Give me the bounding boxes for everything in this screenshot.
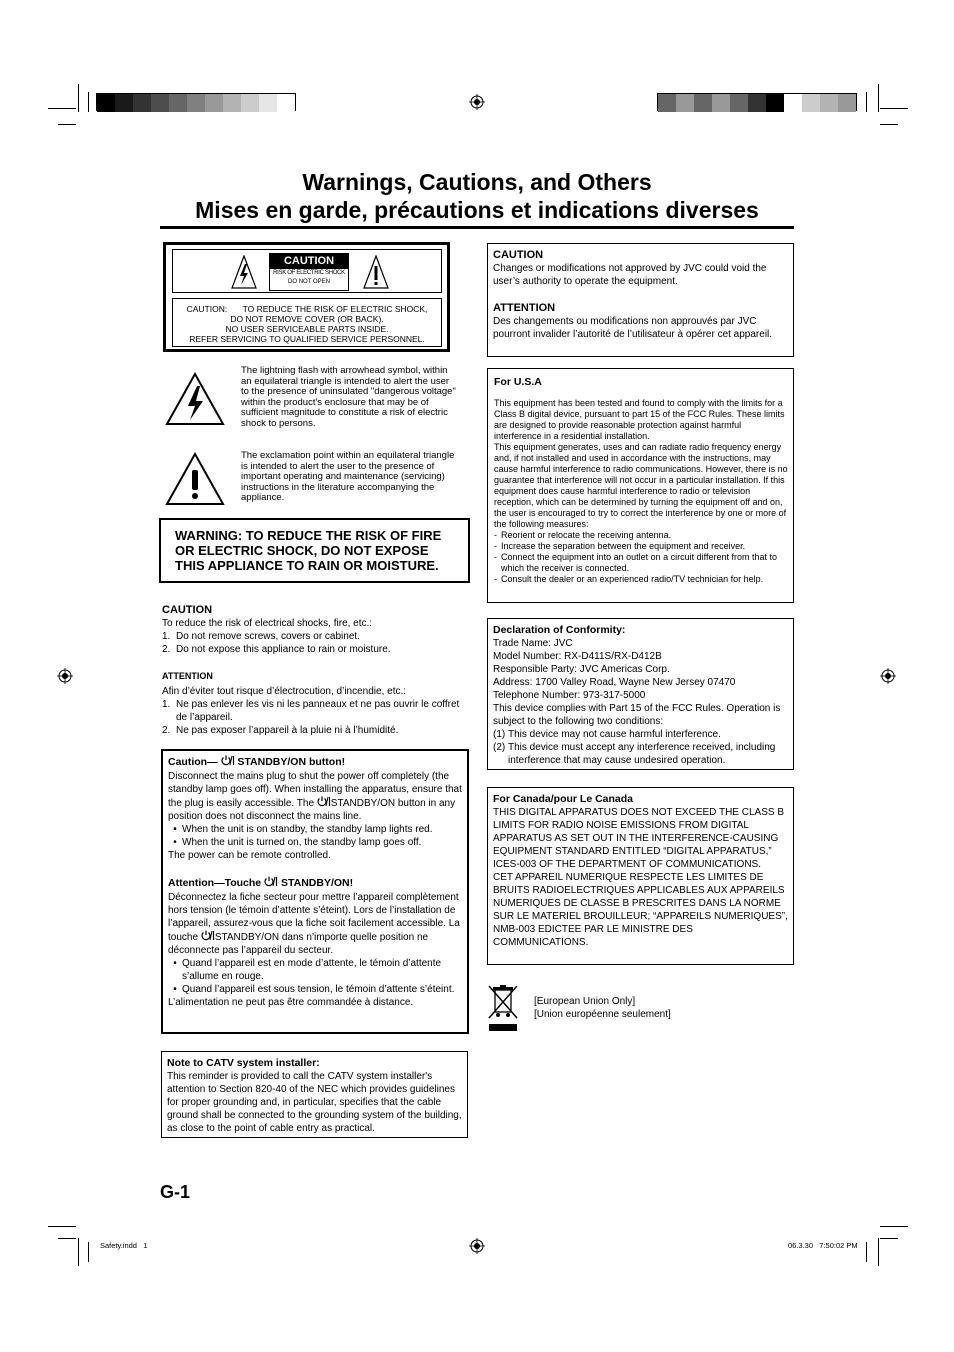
color-swatch	[241, 94, 259, 112]
color-swatch	[802, 94, 820, 112]
catv-text: This reminder is provided to call the CATV system installer's attention to Section 820-40 of the NEC which provides guidelines for proper grounding and, in particular, specifies that the cable ground shall be connected to the grounding system of the building, as close to the point of cable entry as practical.	[167, 1071, 462, 1134]
eu-only-text-french: [Union européenne seulement]	[534, 1009, 671, 1020]
lightning-triangle-icon	[231, 255, 257, 289]
conformity-line: This device complies with Part 15 of the FCC Rules. Operation is subject to the following two conditions:	[493, 703, 781, 727]
list-item: 1. Do not remove screws, covers or cabinet.	[162, 631, 360, 642]
color-swatch	[712, 94, 730, 112]
caution-label	[163, 242, 450, 352]
power-standby-icon	[317, 796, 331, 807]
conformity-line: Trade Name: JVC	[493, 638, 573, 649]
color-swatch	[115, 94, 133, 112]
warning-box	[159, 518, 470, 583]
color-swatch	[748, 94, 766, 112]
color-bar-left	[96, 93, 296, 111]
standby-box	[161, 749, 469, 1034]
title-rule	[160, 226, 794, 229]
power-standby-icon	[264, 876, 278, 887]
list-item: (2) This device must accept any interference received, including interference that may cause undesired operation.	[493, 742, 776, 766]
list-item: (1) This device may not cause harmful interference.	[493, 729, 721, 740]
caution-badge: CAUTION	[270, 254, 348, 269]
canada-text: THIS DIGITAL APPARATUS DOES NOT EXCEED THE CLASS B LIMITS FOR RADIO NOISE EMISSIONS FROM DIGITAL APPARATUS AS SET OUT IN THE INTERFERENCE-CAUSING EQUIPMENT STANDARD ENTITLED “DIGITAL APPARATUS,” ICES-003 OF THE DEPARTMENT OF COMMUNICATIONS.	[493, 807, 784, 870]
color-swatch	[658, 94, 676, 112]
caution-label-text: TO REDUCE THE RISK OF ELECTRIC SHOCK,	[242, 304, 428, 314]
list-item: - Increase the separation between the equipment and receiver.	[494, 541, 746, 551]
conformity-line: Address: 1700 Valley Road, Wayne New Jersey 07470	[493, 677, 736, 688]
caution-small-text: RISK OF ELECTRIC SHOCK	[273, 270, 345, 276]
color-swatch	[676, 94, 694, 112]
attention-heading: ATTENTION	[162, 671, 213, 681]
eu-only-text: [European Union Only]	[534, 996, 636, 1007]
usa-box	[487, 368, 794, 603]
registration-mark-icon	[57, 668, 73, 684]
page-number: G-1	[160, 1182, 191, 1202]
registration-mark-icon	[469, 1238, 485, 1254]
usa-text: This equipment generates, uses and can radiate radio frequency energy and, if not installed and used in accordance with the instructions, may cause harmful interference to radio communications. However, there is no guarantee that interference will not occur in a particular installation. If this equipment does cause harmful interference to radio or television reception, which can be determined by turning the equipment off and on, the user is encouraged to try to correct the interference by one or more of the following measures:	[494, 442, 788, 529]
usa-heading: For U.S.A	[494, 376, 542, 388]
color-swatch	[277, 94, 295, 112]
color-swatch	[97, 94, 115, 112]
registration-mark-icon	[880, 668, 896, 684]
color-swatch	[169, 94, 187, 112]
caution-label-prefix: CAUTION:	[186, 304, 228, 314]
conformity-line: Telephone Number: 973-317-5000	[493, 690, 646, 701]
registration-mark-icon	[469, 94, 485, 110]
color-swatch	[838, 94, 856, 112]
attention-intro: Afin d’éviter tout risque d’électrocution, d’incendie, etc.:	[162, 686, 407, 697]
caution-heading: CAUTION	[162, 604, 213, 616]
list-item: • When the unit is on standby, the standby lamp lights red.	[173, 824, 433, 835]
color-swatch	[766, 94, 784, 112]
list-item: • When the unit is turned on, the standby lamp goes off.	[173, 837, 422, 848]
attention-section	[162, 670, 467, 737]
color-swatch	[259, 94, 277, 112]
page-title: Warnings, Cautions, and Others	[302, 169, 652, 195]
caution-small-text: DO NOT OPEN	[288, 279, 330, 285]
color-swatch	[187, 94, 205, 112]
caution-jvc-box	[487, 243, 794, 357]
list-item: 1. Ne pas enlever les vis ni les panneaux et ne pas ouvrir le coffret de l’appareil.	[162, 699, 460, 723]
canada-text-french: CET APPAREIL NUMERIQUE RESPECTE LES LIMITES DE BRUITS RADIOELECTRIQUES APPLICABLES AUX APPAREILS NUMERIQUES DE CLASSE B PRESCRITES DANS LA NORME SUR LE MATERIEL BROUILLEUR; “APPAREILS NUMERIQUES”, NMB-003 EDICTEE PAR LE MINISTRE DES COMMUNICATIONS.	[493, 872, 788, 948]
color-swatch	[223, 94, 241, 112]
caution-jvc-heading: CAUTION	[493, 249, 544, 261]
list-item: - Connect the equipment into an outlet on a circuit different from that to which the receiver is connected.	[494, 552, 777, 573]
canada-heading: For Canada/pour Le Canada	[493, 793, 634, 805]
attention-jvc-text: Des changements ou modifications non approuvés par JVC pourront invalider l’autorité de l’utilisateur à opérer cet appareil.	[493, 316, 773, 340]
conformity-line: Model Number: RX-D411S/RX-D412B	[493, 651, 662, 662]
caution-label-text: DO NOT REMOVE COVER (OR BACK).	[230, 314, 384, 324]
color-swatch	[730, 94, 748, 112]
footer-filename: Safety.indd 1	[100, 1241, 148, 1250]
standby-text-french: Déconnectez la fiche secteur pour mettre l’appareil complètement hors tension (le témoin d’attente s’éteint). Lors de l’installation de l’appareil, assurez-vous que la fiche soit facilement accessible. La touche STANDBY/ON dans n’importe quelle position ne déconnecte pas l’appareil du secteur.	[168, 892, 460, 956]
caution-section	[162, 603, 467, 656]
footer-date: 06.3.30 7:50:02 PM	[788, 1241, 858, 1250]
power-standby-icon	[221, 755, 235, 766]
standby-heading-french: Attention—Touche STANDBY/ON!	[168, 877, 354, 889]
warning-text: WARNING: TO REDUCE THE RISK OF FIRE OR ELECTRIC SHOCK, DO NOT EXPOSE THIS APPLIANCE TO RAIN OR MOISTURE.	[175, 528, 442, 573]
standby-text: Disconnect the mains plug to shut the power off completely (the standby lamp goes off). When installing the apparatus, ensure that the plug is easily accessible. The STANDBY/ON button in any position does not disconnect the mains line.	[168, 771, 462, 822]
usa-text: This equipment has been tested and found to comply with the limits for a Class B digital device, pursuant to part 15 of the FCC Rules. These limits are designed to provide reasonable protection against harmful interference in a residential installation.	[494, 398, 785, 441]
color-swatch	[784, 94, 802, 112]
color-swatch	[133, 94, 151, 112]
list-item: - Reorient or relocate the receiving antenna.	[494, 530, 672, 540]
list-item: - Consult the dealer or an experienced radio/TV technician for help.	[494, 574, 764, 584]
attention-jvc-heading: ATTENTION	[493, 302, 556, 314]
exclamation-triangle-icon	[165, 452, 225, 506]
conformity-heading: Declaration of Conformity:	[493, 624, 626, 636]
color-swatch	[151, 94, 169, 112]
standby-text-french: L’alimentation ne peut pas être commandée à distance.	[168, 997, 414, 1008]
color-swatch	[820, 94, 838, 112]
caution-label-text: REFER SERVICING TO QUALIFIED SERVICE PERSONNEL.	[189, 334, 425, 344]
weee-crossed-bin-icon	[487, 984, 519, 1032]
list-item: 2. Ne pas exposer l’appareil à la pluie ni à l’humidité.	[162, 725, 399, 736]
lightning-explanation: The lightning flash with arrowhead symbol, within an equilateral triangle is intended to alert the user to the presence of uninsulated "dangerous voltage" within the product's enclosure that may be of sufficient magnitude to constitute a risk of electric shock to persons.	[241, 365, 456, 429]
catv-box	[161, 1051, 468, 1138]
conformity-box	[487, 618, 794, 770]
caution-jvc-text: Changes or modifications not approved by JVC could void the user’s authority to operate the equipment.	[493, 263, 767, 287]
color-swatch	[694, 94, 712, 112]
caution-label-text: NO USER SERVICEABLE PARTS INSIDE.	[225, 324, 389, 334]
page-title-french: Mises en garde, précautions et indications diverses	[195, 197, 759, 223]
lightning-triangle-icon	[165, 372, 225, 426]
power-standby-icon	[201, 930, 215, 941]
exclamation-triangle-icon	[363, 255, 389, 289]
caution-intro: To reduce the risk of electrical shocks, fire, etc.:	[162, 618, 373, 629]
standby-text: The power can be remote controlled.	[168, 850, 331, 861]
color-bar-right	[657, 93, 857, 111]
conformity-line: Responsible Party: JVC Americas Corp.	[493, 664, 670, 675]
list-item: 2. Do not expose this appliance to rain or moisture.	[162, 644, 391, 655]
catv-heading: Note to CATV system installer:	[167, 1057, 320, 1069]
list-item: • Quand l’appareil est sous tension, le témoin d’attente s’éteint.	[173, 984, 455, 995]
canada-box	[487, 787, 794, 965]
standby-heading: Caution— STANDBY/ON button!	[168, 756, 346, 768]
color-swatch	[205, 94, 223, 112]
exclamation-explanation: The exclamation point within an equilateral triangle is intended to alert the user to the presence of important operating and maintenance (servicing) instructions in the literature accompanying the appliance.	[241, 450, 455, 504]
list-item: • Quand l’appareil est en mode d’attente, le témoin d’attente s’allume en rouge.	[173, 958, 442, 982]
